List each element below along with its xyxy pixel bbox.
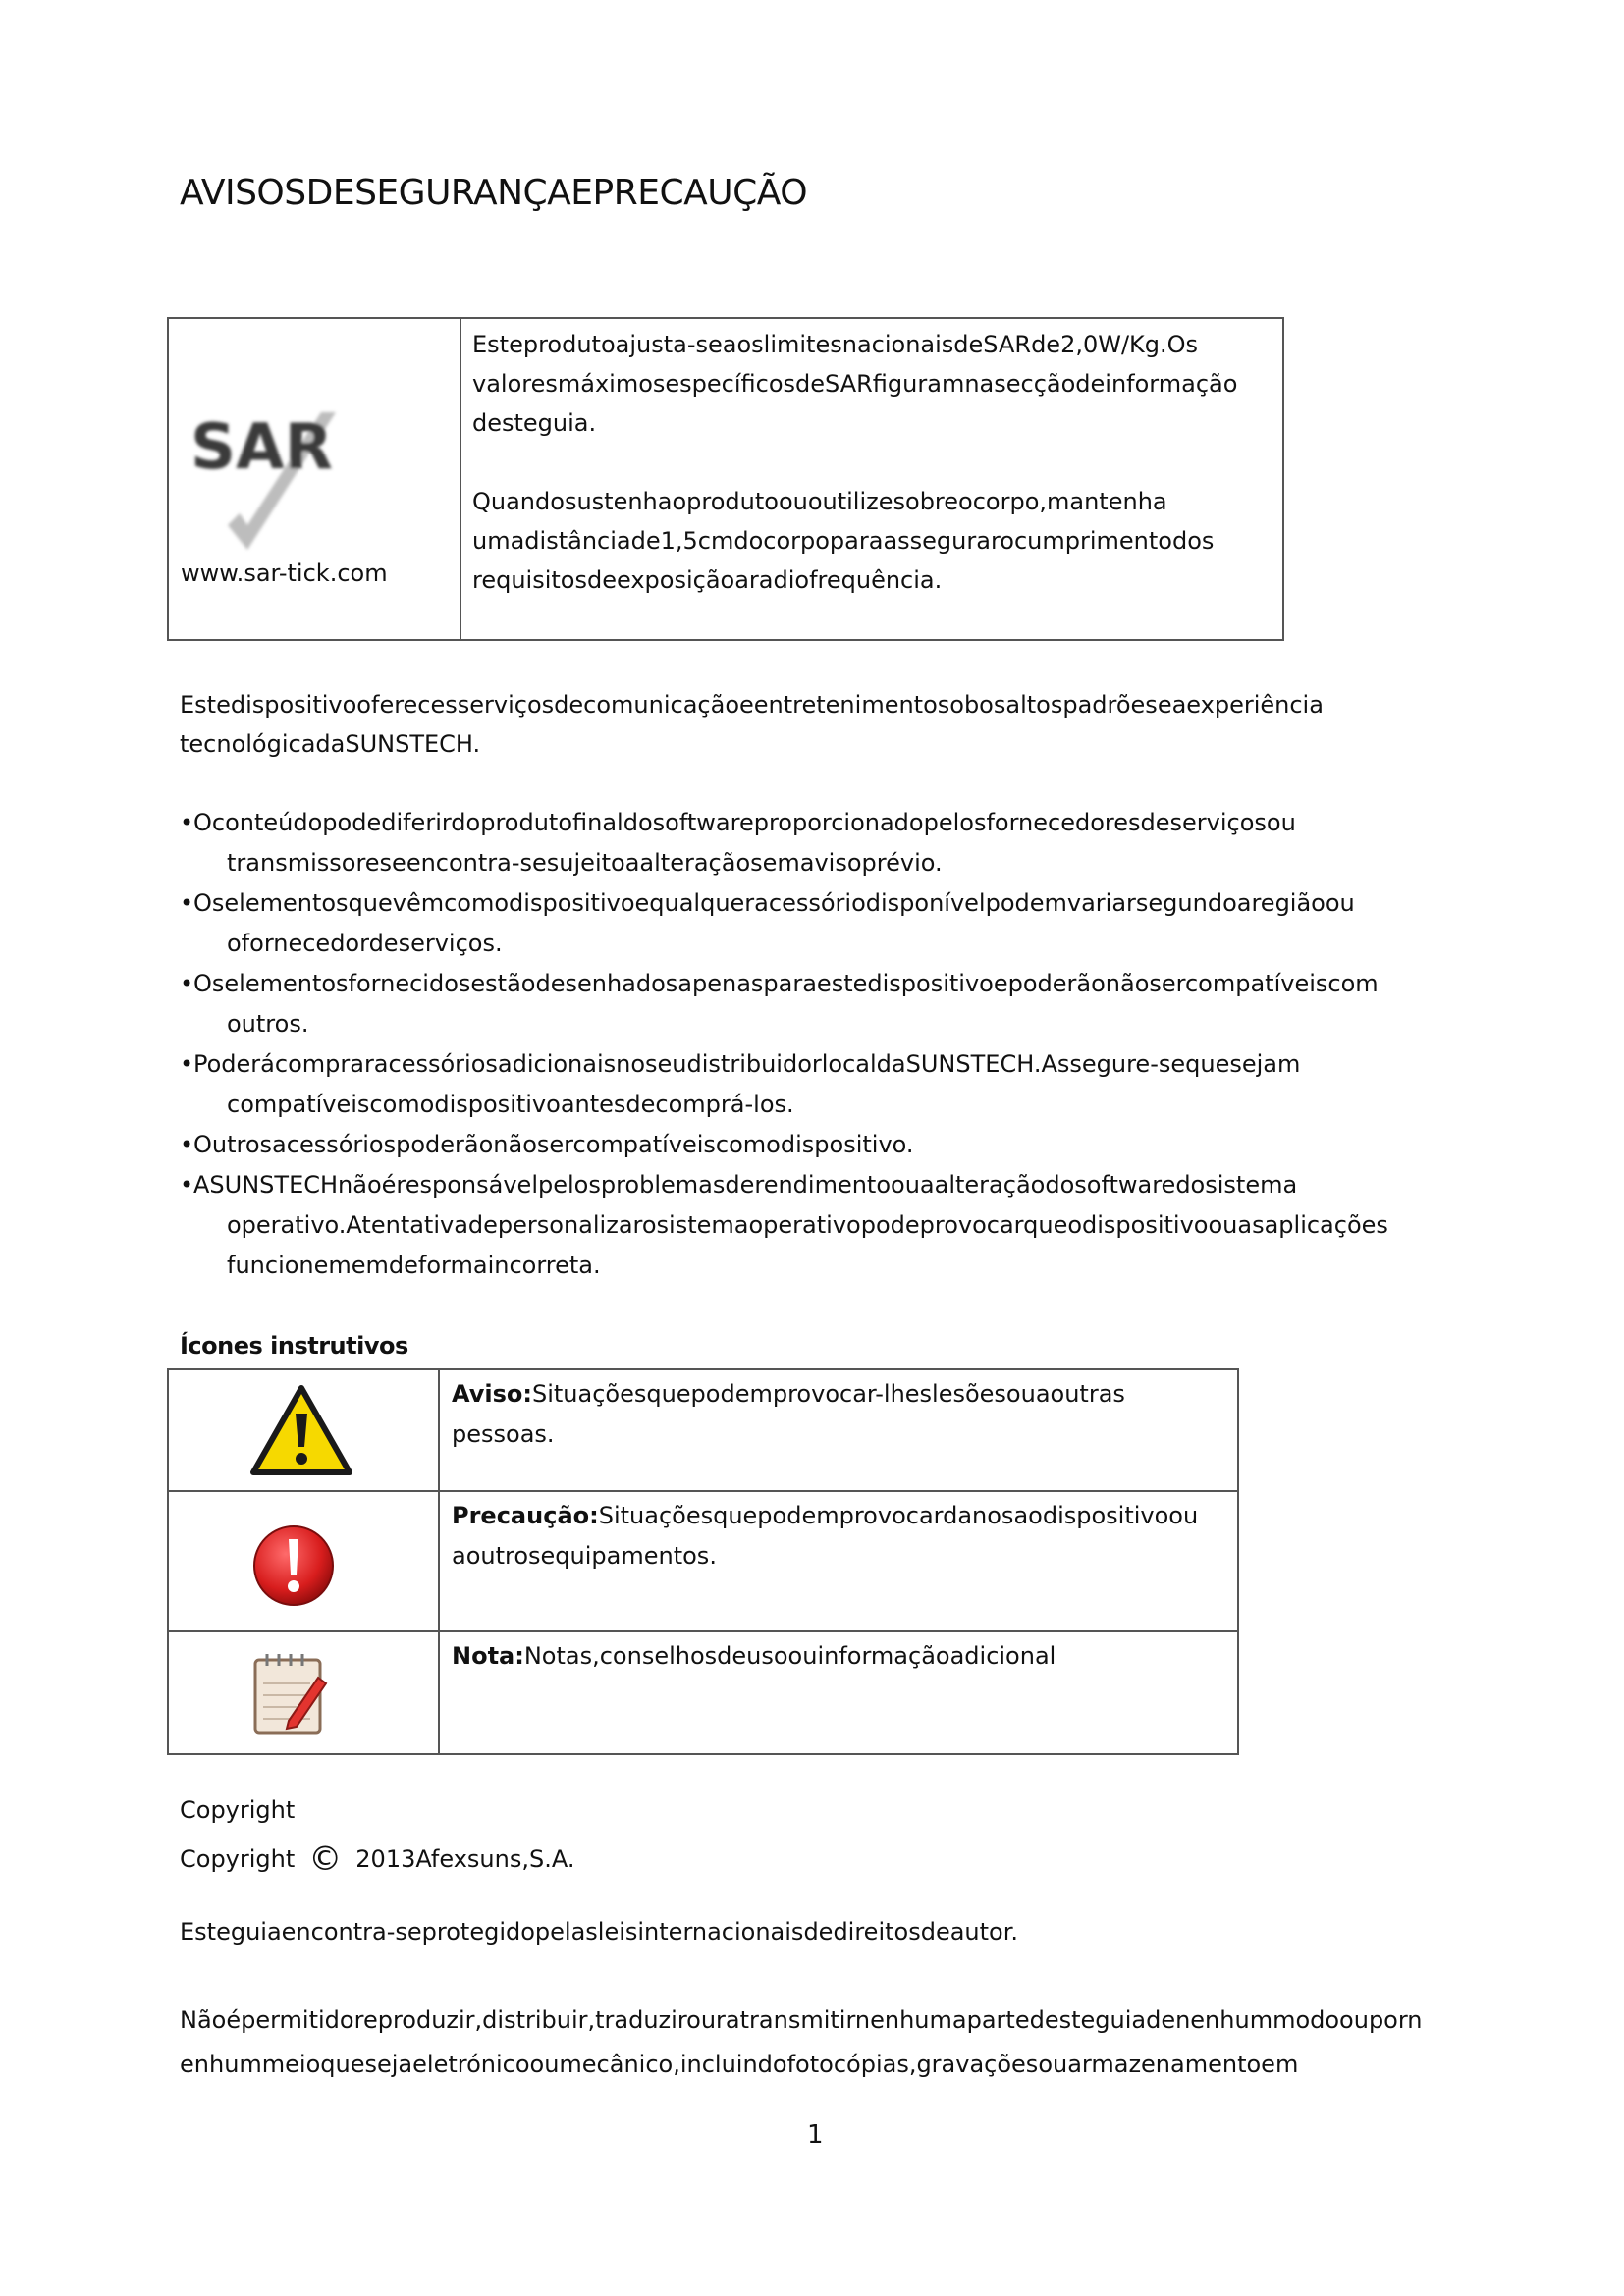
copyright-prefix: Copyright [180,1845,296,1873]
warning-description [440,1370,1237,1490]
note-description [440,1632,1237,1753]
caution-icon-cell [169,1492,440,1630]
bullet-icon: • [180,1050,194,1078]
copyright-icon: © [308,1840,343,1879]
warning-text: Situaçõesquepodemprovocar-lheslesõesouaoutras pessoas. [452,1380,1125,1448]
caution-icon [249,1522,338,1610]
bullet-icon: • [180,970,194,997]
caution-description [440,1492,1237,1630]
list-item [180,1125,1427,1165]
bullet-icon: • [180,1171,194,1199]
note-label: Nota: [452,1642,524,1670]
list-item [180,883,1427,964]
icons-heading: Ícones instrutivos [180,1332,408,1360]
note-text: Notas,conselhosdeusoouinformaçãoadicional [523,1642,1056,1670]
table-row [169,1632,1237,1753]
warning-label: Aviso: [452,1380,532,1408]
intro-paragraph: Estedispositivooferecesserviçosdecomunicaçãoeentretenimentosobosaltospadrõeseaexperiência tecnológicadaSUNSTECH. [180,691,1324,758]
copyright-heading: Copyright [180,1796,296,1824]
table-row [169,1370,1237,1492]
list-item-text: PoderácompraracessóriosadicionaisnoseudistribuidorlocaldaSUNSTECH.Assegure-sequesejam compatíveiscomodispositivoantesdecomprá-los. [193,1050,1301,1118]
list-item-text: Oselementosquevêmcomodispositivoequalqueracessóriodisponívelpodemvariarsegundoaregiãoou ofornecedordeserviços. [193,889,1355,957]
page-number: 1 [807,2120,824,2150]
list-item [180,964,1427,1044]
note-icon-cell [169,1632,440,1753]
page-title: AVISOSDESEGURANÇAEPRECAUÇÃO [180,173,808,213]
list-item-text: Oselementosfornecidosestãodesenhadosapenasparaestedispositivoepoderãonãosercompatíveiscom outros. [193,970,1379,1038]
copyright-owner: 2013Afexsuns,S.A. [355,1845,575,1873]
list-item-text: ASUNSTECHnãoéresponsávelpelosproblemasderendimentoouaalteraçãodosoftwaredosistema operativo.Atentativadepersonalizarosistemaoperativopodeprovocarqueodispositivoouasaplicações funcionememdeformaincorreta. [193,1171,1388,1279]
copyright-line [180,1840,574,1879]
bullet-icon: • [180,809,194,836]
sar-paragraph-2: Quandosustenhaoprodutoououtilizesobreocorpo,mantenha umadistânciade1,5cmdocorpoparaassegurarocumprimentodos requisitosdeexposiçãoaradiofrequência. [472,488,1215,594]
warning-icon-cell [169,1370,440,1490]
notepad-icon [251,1650,330,1738]
notice-list [180,803,1427,1286]
sar-text-cell [461,319,1282,639]
sar-logo-cell [169,319,461,639]
list-item [180,1044,1427,1125]
instruction-icons-table [167,1368,1239,1755]
legal-notice: Nãoépermitidoreproduzir,distribuir,traduzirouratransmitirnenhumapartedesteguiadenenhummodoouporn enhummeioquesejaeletrónicooumecânico,incluindofotocópias,gravaçõesouarmazenamentoem [180,2006,1423,2078]
list-item [180,803,1427,883]
list-item-text: Outrosacessóriospoderãonãosercompatíveiscomodispositivo. [193,1131,914,1158]
list-item [180,1165,1427,1286]
warning-icon [247,1382,355,1480]
sar-info-table [167,317,1284,641]
sar-logo-text: SAR [190,411,333,484]
sar-paragraph-1: Esteprodutoajusta-seaoslimitesnacionaisdeSARde2,0W/Kg.Os valoresmáximosespecíficosdeSARfiguramnasecçãodeinformação desteguia. [472,331,1238,437]
caution-label: Precaução: [452,1502,599,1529]
sar-url: www.sar-tick.com [181,560,388,587]
caution-text: Situaçõesquepodemprovocardanosaodispositivoou aoutrosequipamentos. [452,1502,1199,1570]
sar-tick-logo [189,407,355,555]
bullet-icon: • [180,1131,194,1158]
list-item-text: Oconteúdopodediferirdoprodutofinaldosoftwareproporcionadopelosfornecedoresdeserviçosou transmissoreseencontra-sesujeitoaalteraçãosemavisoprévio. [193,809,1296,877]
table-row [169,1492,1237,1632]
guide-protection-notice: Esteguiaencontra-seprotegidopelasleisinternacionaisdedireitosdeautor. [180,1918,1019,1946]
bullet-icon: • [180,889,194,917]
